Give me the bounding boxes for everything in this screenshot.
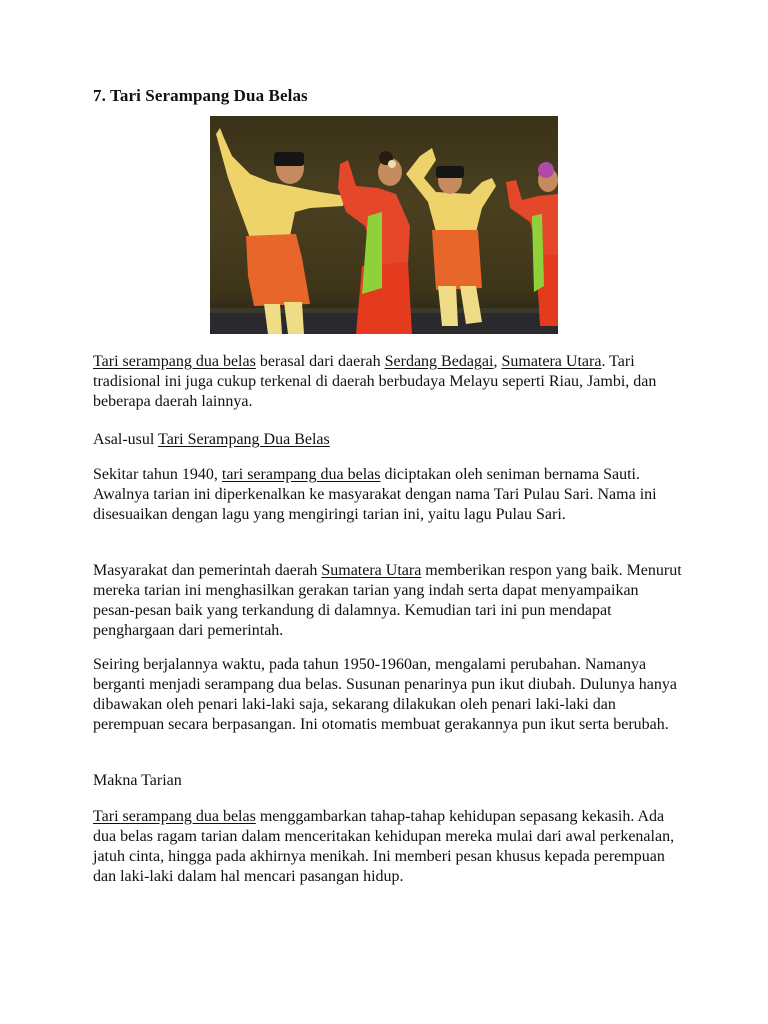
paragraph-text: Masyarakat dan pemerintah daerah: [93, 562, 322, 579]
paragraph-text: menggambarkan tahap-tahap kehidupan sepasang kekasih. Ada dua belas ragam tarian dalam menceritakan kehidupan mereka mulai dari awal perkenalan, jatuh cinta, hingga pada akhirnya menikah. Ini memberi pesan khusus kepada perempuan dan laki-laki dalam hal mencari pasangan hidup.: [93, 808, 675, 885]
reception-paragraph: [93, 561, 683, 641]
paragraph-text: memberikan respon yang baik. Menurut mereka tarian ini menghasilkan gerakan tarian yang indah serta dapat menyampaikan pesan-pesan baik yang terkandung di dalamnya. Kemudian tari ini pun mendapat penghargaan dari pemerintah.: [93, 562, 682, 639]
paragraph-text: . Tari tradisional ini juga cukup terkenal di daerah berbudaya Melayu seperti Riau, Jambi, dan beberapa daerah lainnya.: [93, 353, 657, 410]
link-tari-serampang-dua-belas[interactable]: Tari serampang dua belas: [93, 808, 256, 825]
link-serdang-bedagai[interactable]: Serdang Bedagai: [384, 353, 494, 370]
section-heading: 7. Tari Serampang Dua Belas: [93, 86, 308, 105]
link-sumatera-utara[interactable]: Sumatera Utara: [321, 562, 422, 579]
paragraph-text: berasal dari daerah: [255, 353, 385, 370]
subheading-asal-usul: [93, 430, 683, 450]
paragraph-text: diciptakan oleh seniman bernama Sauti. Awalnya tarian ini diperkenalkan ke masyarakat dengan nama Tari Pulau Sari. Nama ini disesuaikan dengan lagu yang mengiringi tarian ini, yaitu lagu Pulau Sari.: [93, 466, 657, 523]
link-tari-serampang-dua-belas-title[interactable]: Tari Serampang Dua Belas: [158, 431, 330, 448]
link-tari-serampang-dua-belas[interactable]: tari serampang dua belas: [221, 466, 381, 483]
intro-paragraph: [93, 352, 683, 412]
changes-paragraph: Seiring berjalannya waktu, pada tahun 1950-1960an, mengalami perubahan. Namanya berganti menjadi serampang dua belas. Susunan penarinya pun ikut diubah. Dulunya hanya dibawakan oleh penari laki-laki saja, sekarang dilakukan oleh penari laki-laki dan perempuan secara berpasangan. Ini otomatis membuat gerakannya pun ikut serta berubah.: [93, 656, 677, 733]
link-sumatera-utara[interactable]: Sumatera Utara: [501, 353, 602, 370]
meaning-paragraph: [93, 807, 683, 887]
dancers-photo: [210, 116, 558, 334]
link-tari-serampang-dua-belas[interactable]: Tari serampang dua belas: [93, 353, 256, 370]
origin-paragraph: [93, 465, 683, 525]
subheading-makna-tarian: Makna Tarian: [93, 772, 182, 789]
paragraph-text: Sekitar tahun 1940,: [93, 466, 222, 483]
paragraph-text: ,: [493, 353, 502, 370]
subheading-text: Asal-usul: [93, 431, 159, 448]
